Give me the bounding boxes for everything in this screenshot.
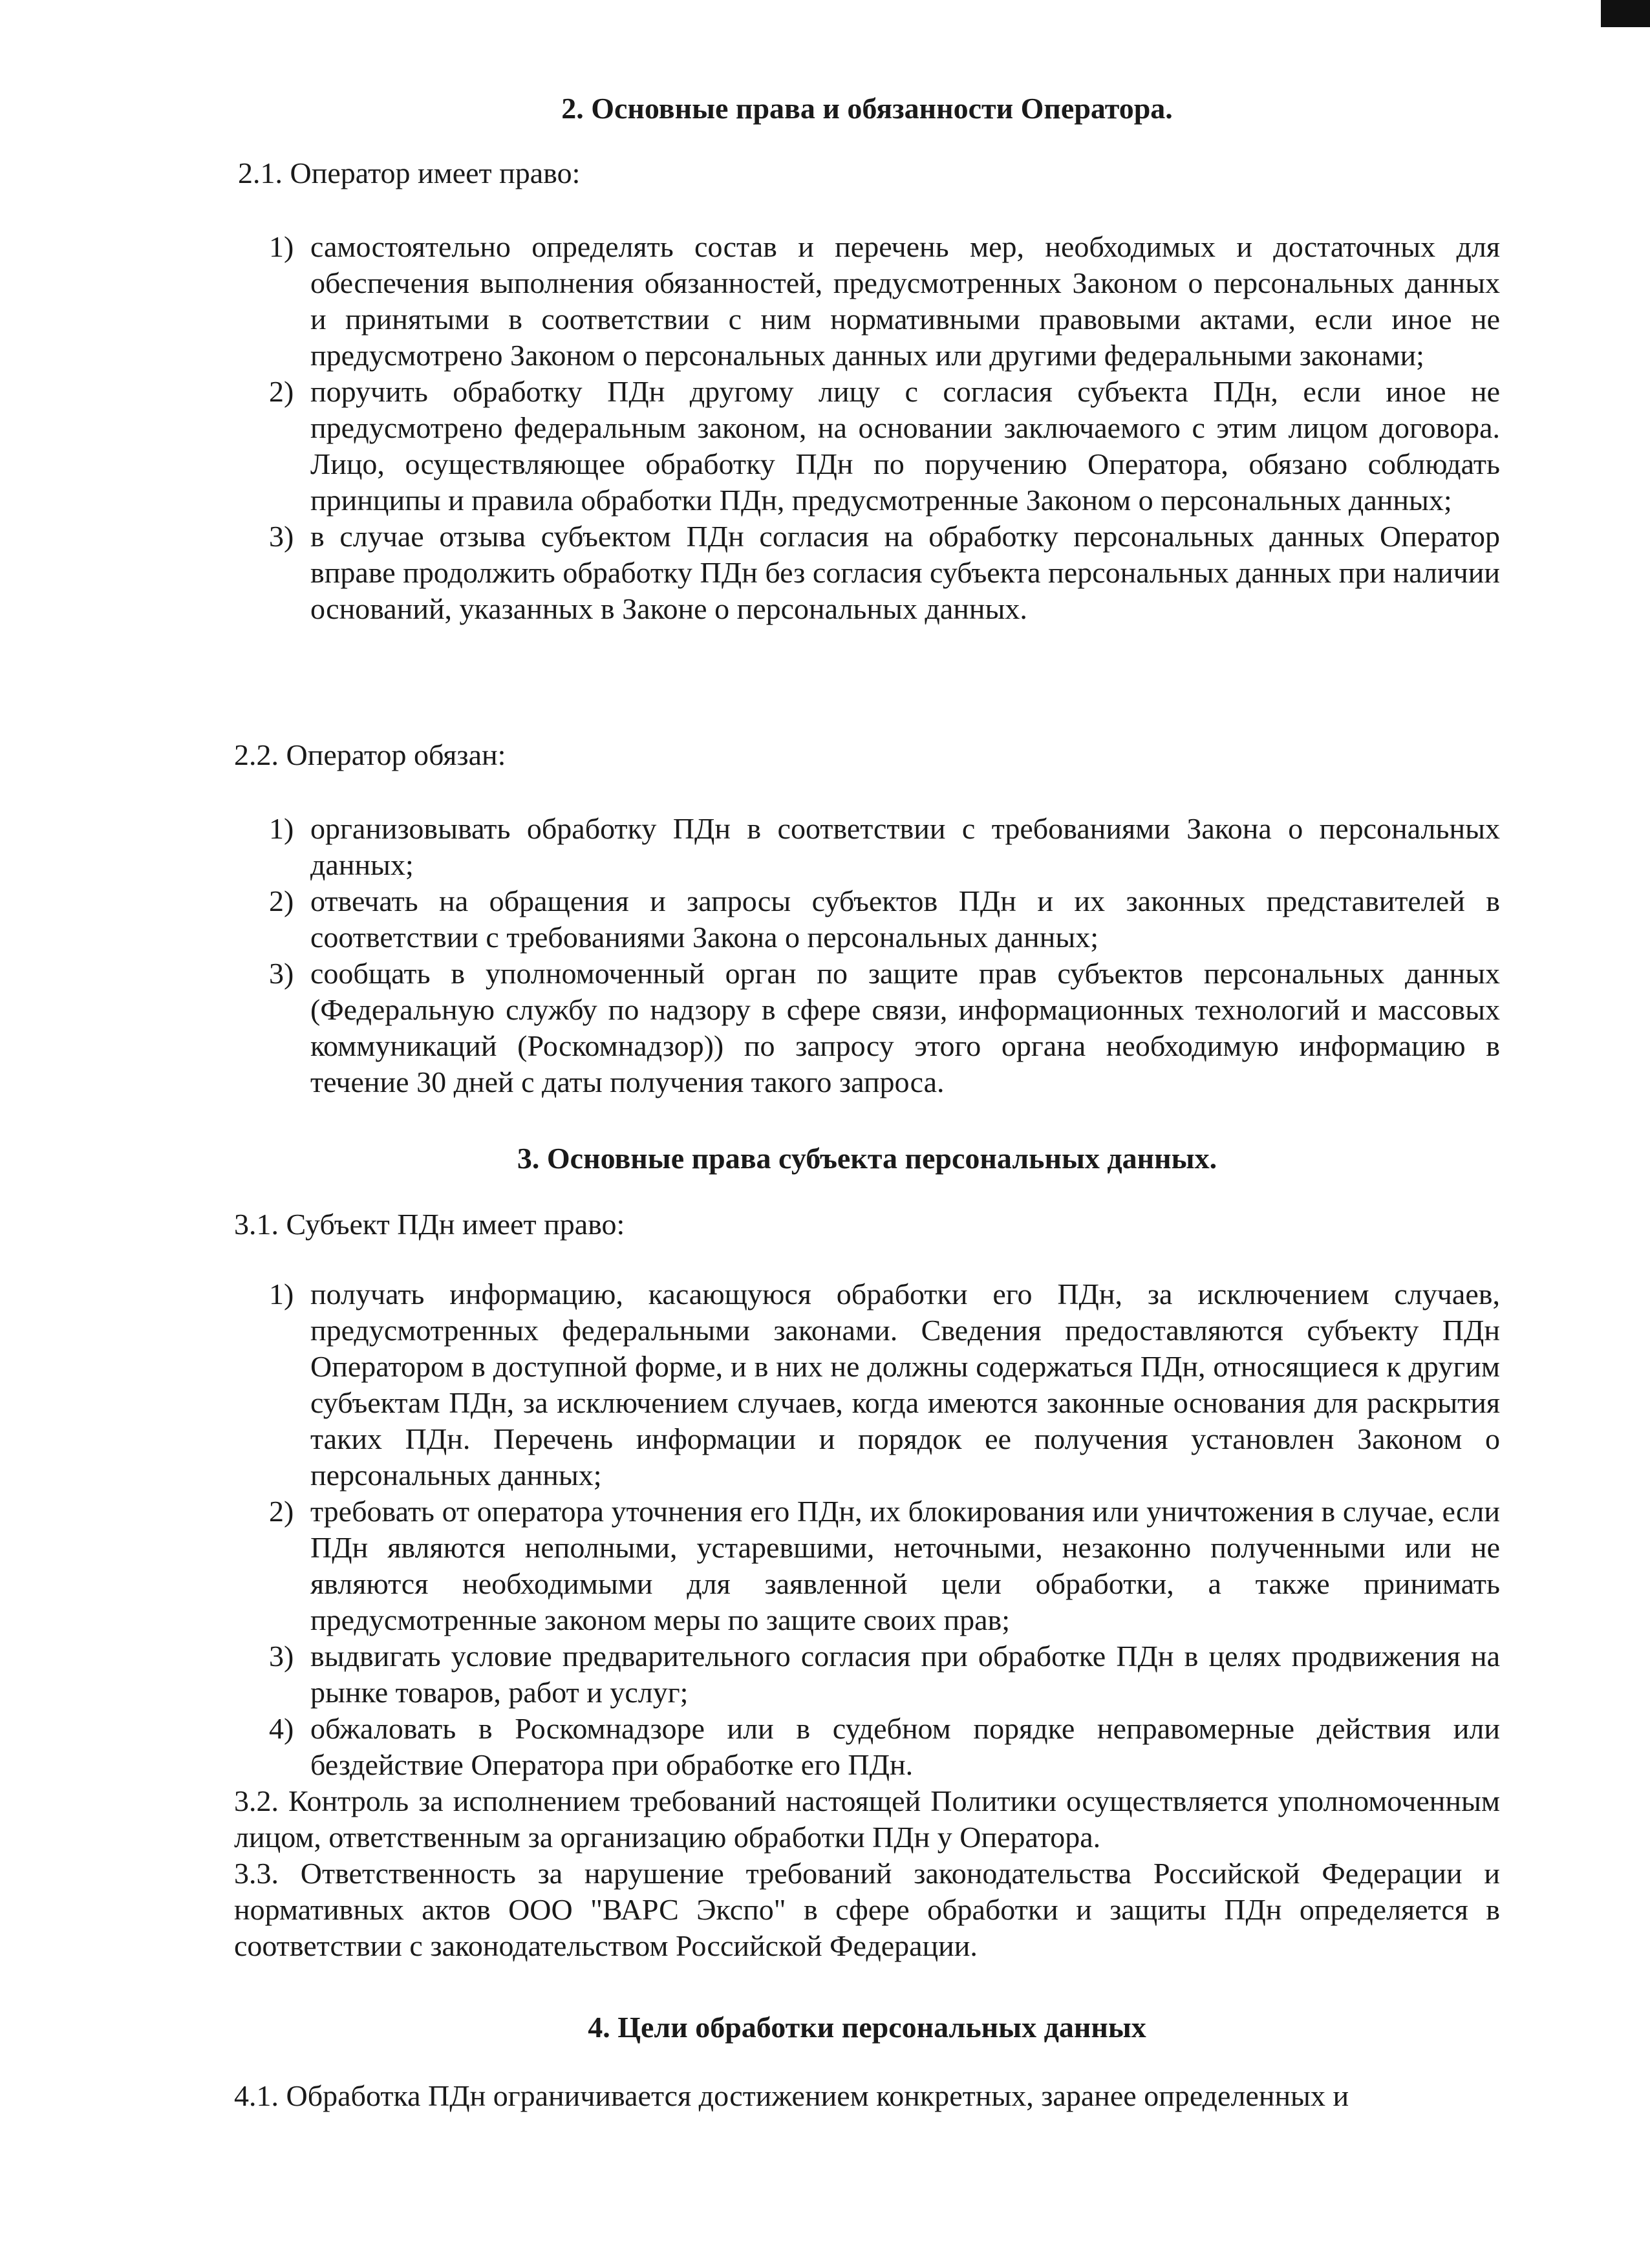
list-item: 1) самостоятельно определять состав и перечень мер, необходимых и достаточных для обеспечения выполнения обязанностей, предусмотренных Законом о персональных данных и принятыми в соответствии с ним нормативными правовыми актами, если иное не предусмотрено Законом о персональных данных или другими федеральными законами; [269, 230, 1500, 372]
list-item: 3) сообщать в уполномоченный орган по защите прав субъектов персональных данных (Федеральную службу по надзору в сфере связи, информационных технологий и массовых коммуникаций (Роскомнадзор)) по запросу этого органа необходимую информацию в течение 30 дней с даты получения такого запроса. [269, 957, 1500, 1098]
section-4-title: 4. Цели обработки персональных данных [588, 2011, 1146, 2044]
section-3-title: 3. Основные права субъекта персональных данных. [517, 1142, 1217, 1175]
clause-3-3: 3.3. Ответственность за нарушение требований законодательства Российской Федерации и нормативных актов ООО "ВАРС Экспо" в сфере обработки и защиты ПДн определяется в соответствии с законодательством Российской Федерации. [234, 1857, 1500, 1962]
list-item: 2) поручить обработку ПДн другому лицу с согласия субъекта ПДн, если иное не предусмотрено федеральным законом, на основании заключаемого с этим лицом договора. Лицо, осуществляющее обработку ПДн по поручению Оператора, обязано соблюдать принципы и правила обработки ПДн, предусмотренные Законом о персональных данных; [269, 375, 1500, 517]
clause-2-1-label: 2.1. Оператор имеет право: [238, 156, 581, 189]
list-item: 3) в случае отзыва субъектом ПДн согласия на обработку персональных данных Оператор вправе продолжить обработку ПДн без согласия субъекта персональных данных при наличии оснований, указанных в Законе о персональных данных. [269, 520, 1500, 625]
clause-2-2-label: 2.2. Оператор обязан: [234, 738, 506, 771]
clause-4-1: 4.1. Обработка ПДн ограничивается достижением конкретных, заранее определенных и [234, 2079, 1349, 2112]
list-item: 2) требовать от оператора уточнения его ПДн, их блокирования или уничтожения в случае, если ПДн являются неполными, устаревшими, неточными, незаконно полученными или не являются необходимыми для заявленной цели обработки, а также принимать предусмотренные законом меры по защите своих прав; [269, 1495, 1500, 1636]
clause-2-1-list [234, 229, 1500, 627]
list-item: 4) обжаловать в Роскомнадзоре или в судебном порядке неправомерные действия или бездействие Оператора при обработке его ПДн. [269, 1712, 1500, 1781]
list-item: 2) отвечать на обращения и запросы субъектов ПДн и их законных представителей в соответствии с требованиями Закона о персональных данных; [269, 884, 1500, 954]
clause-3-1-label: 3.1. Субъект ПДн имеет право: [234, 1208, 625, 1241]
section-2-title: 2. Основные права и обязанности Оператора. [561, 92, 1173, 125]
list-item: 1) организовывать обработку ПДн в соответствии с требованиями Закона о персональных данных; [269, 812, 1500, 881]
scan-edge [1601, 0, 1650, 27]
list-item: 3) выдвигать условие предварительного согласия при обработке ПДн в целях продвижения на рынке товаров, работ и услуг; [269, 1640, 1500, 1709]
list-item: 1) получать информацию, касающуюся обработки его ПДн, за исключением случаев, предусмотренных федеральными законами. Сведения предоставляются субъекту ПДн Оператором в доступной форме, и в них не должны содержаться ПДн, относящиеся к другим субъектам ПДн, за исключением случаев, когда имеются законные основания для раскрытия таких ПДн. Перечень информации и порядок ее получения установлен Законом о персональных данных; [269, 1278, 1500, 1492]
clause-3-1-list [234, 1276, 1500, 1964]
clause-3-2: 3.2. Контроль за исполнением требований настоящей Политики осуществляется уполномоченным лицом, ответственным за организацию обработки ПДн у Оператора. [234, 1784, 1500, 1854]
clause-2-2-list [234, 811, 1500, 1100]
